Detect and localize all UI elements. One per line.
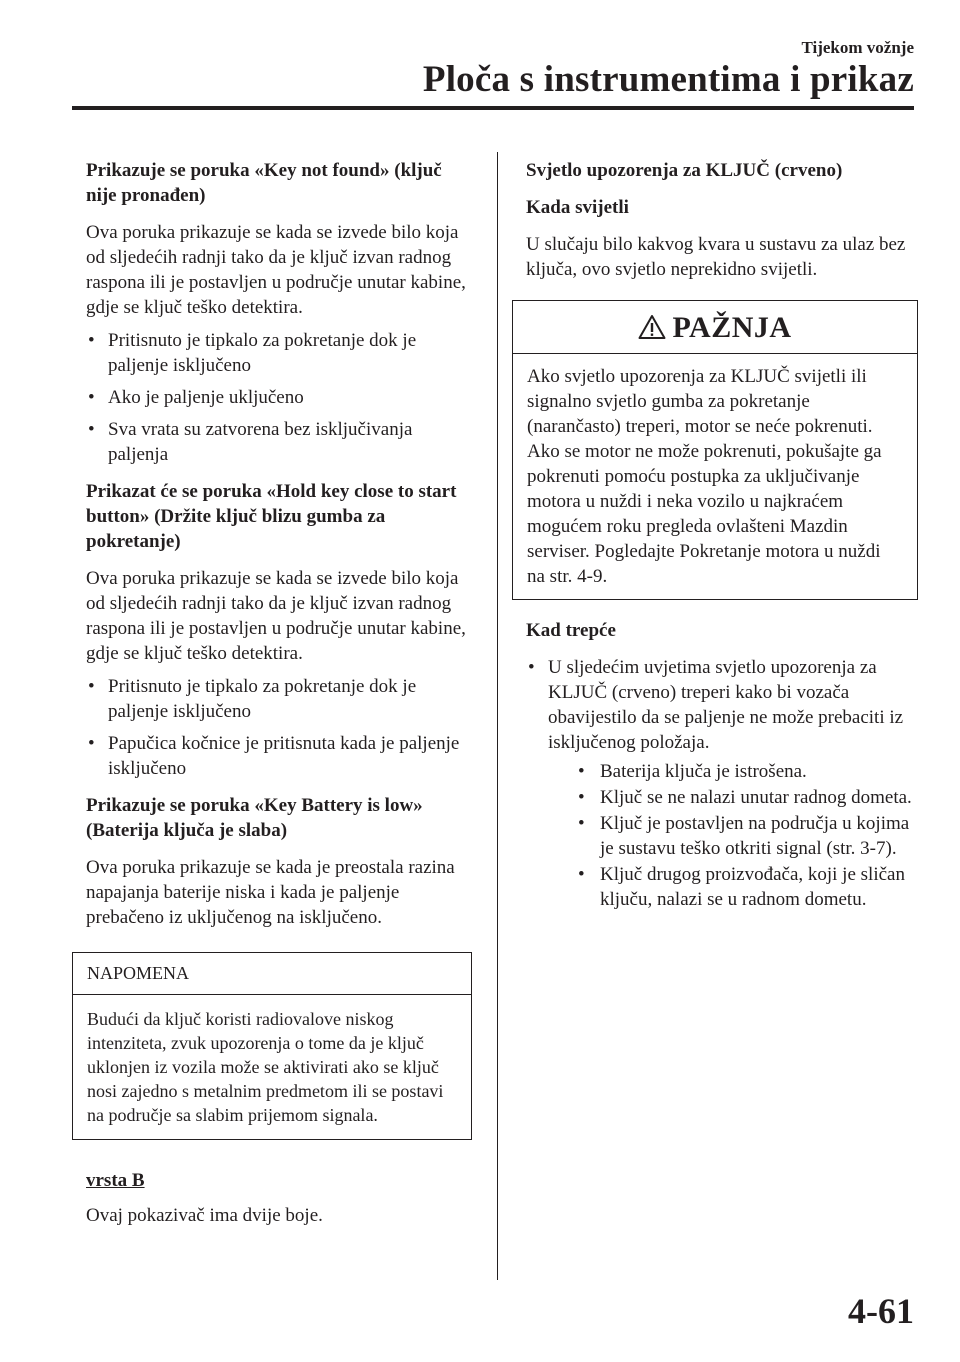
note-box <box>72 952 472 1140</box>
running-header-section: Tijekom vožnje <box>801 38 914 57</box>
paragraph: Ova poruka prikazuje se kada se izvede bilo koja od sljedećih radnji tako da je ključ izvan radnog raspona ili je postavljen u područje unutar kabine, gdje se ključ teško detektira. <box>86 222 466 318</box>
bullet-list <box>86 674 470 781</box>
left-column <box>86 158 470 1236</box>
bullet-list <box>526 655 916 912</box>
header-rule <box>72 106 914 110</box>
sub-list-item: • Ključ drugog proizvođača, koji je sličan ključu, nalazi se u radnom dometu. <box>570 862 916 912</box>
heading-hold-key-close: Prikazat će se poruka «Hold key close to start button» (Držite ključ blizu gumba za pokretanje) <box>86 481 457 552</box>
list-item: • Sva vrata su zatvorena bez isključivanja paljenja <box>86 417 470 467</box>
heading-key-not-found: Prikazuje se poruka «Key not found» (ključ nije pronađen) <box>86 160 442 206</box>
warning-triangle-icon <box>638 314 666 340</box>
heading-when-flashing: Kad trepće <box>526 620 616 641</box>
page-number: 4-61 <box>848 1291 914 1331</box>
page-title: Ploča s instrumentima i prikaz <box>422 59 914 100</box>
sub-bullet-list <box>548 759 916 912</box>
heading-vrsta-b: vrsta B <box>86 1170 145 1191</box>
note-title: NAPOMENA <box>73 953 471 995</box>
list-item: • Pritisnuto je tipkalo za pokretanje dok je paljenje isključeno <box>86 674 470 724</box>
list-item: • Pritisnuto je tipkalo za pokretanje dok je paljenje isključeno <box>86 328 470 378</box>
list-item: • Papučica kočnice je pritisnuta kada je paljenje isključeno <box>86 731 470 781</box>
heading-key-battery-low: Prikazuje se poruka «Key Battery is low» (Baterija ključa je slaba) <box>86 795 423 841</box>
sub-list-item: • Ključ se ne nalazi unutar radnog dometa. <box>570 785 916 810</box>
paragraph: Ova poruka prikazuje se kada je preostala razina napajanja baterije niska i kada je paljenje prebačeno iz uključenog na isključeno. <box>86 857 455 928</box>
list-item-text: U sljedećim uvjetima svjetlo upozorenja za KLJUČ (crveno) treperi kako bi vozača obavijestilo da se paljenje ne može prebaciti iz isključenog položaja. <box>548 657 904 753</box>
list-item: • Ako je paljenje uključeno <box>86 385 470 410</box>
caution-body: Ako svjetlo upozorenja za KLJUČ svijetli ili signalno svjetlo gumba za pokretanje (narančasto) treperi, motor se neće pokrenuti. Ako se motor ne može pokrenuti, pokušajte ga pokrenuti pomoću postupka za uključivanje motora u nuždi i neka vozilo u najkraćem mogućem roku pregleda ovlašteni Mazdin serviser. Pogledajte Pokretanje motora u nuždi na str. 4-9. <box>527 366 882 587</box>
caution-box <box>512 300 918 600</box>
column-divider <box>497 152 498 1280</box>
heading-when-lit: Kada svijetli <box>526 197 629 218</box>
right-column <box>526 158 916 924</box>
sub-list-item: • Ključ je postavljen na područja u kojima je sustavu teško otkriti signal (str. 3-7). <box>570 811 916 861</box>
paragraph: Ovaj pokazivač ima dvije boje. <box>86 1205 323 1226</box>
paragraph: U slučaju bilo kakvog kvara u sustavu za ulaz bez ključa, ovo svjetlo neprekidno svijetli. <box>526 234 906 280</box>
list-item <box>526 655 916 912</box>
caution-title: PAŽNJA <box>672 310 792 344</box>
note-body: Budući da ključ koristi radiovalove niskog intenziteta, zvuk upozorenja o tome da je ključ uklonjen iz vozila može se aktivirati ako se ključ nosi zajedno s metalnim predmetom ili se postavi na područje sa slabim prijemom signala. <box>87 1009 444 1125</box>
caution-header <box>513 301 917 354</box>
bullet-list <box>86 328 470 467</box>
heading-key-warning-light: Svjetlo upozorenja za KLJUČ (crveno) <box>526 160 843 181</box>
sub-list-item: • Baterija ključa je istrošena. <box>570 759 916 784</box>
paragraph: Ova poruka prikazuje se kada se izvede bilo koja od sljedećih radnji tako da je ključ izvan radnog raspona ili je postavljen u područje unutar kabine, gdje se ključ teško detektira. <box>86 568 466 664</box>
